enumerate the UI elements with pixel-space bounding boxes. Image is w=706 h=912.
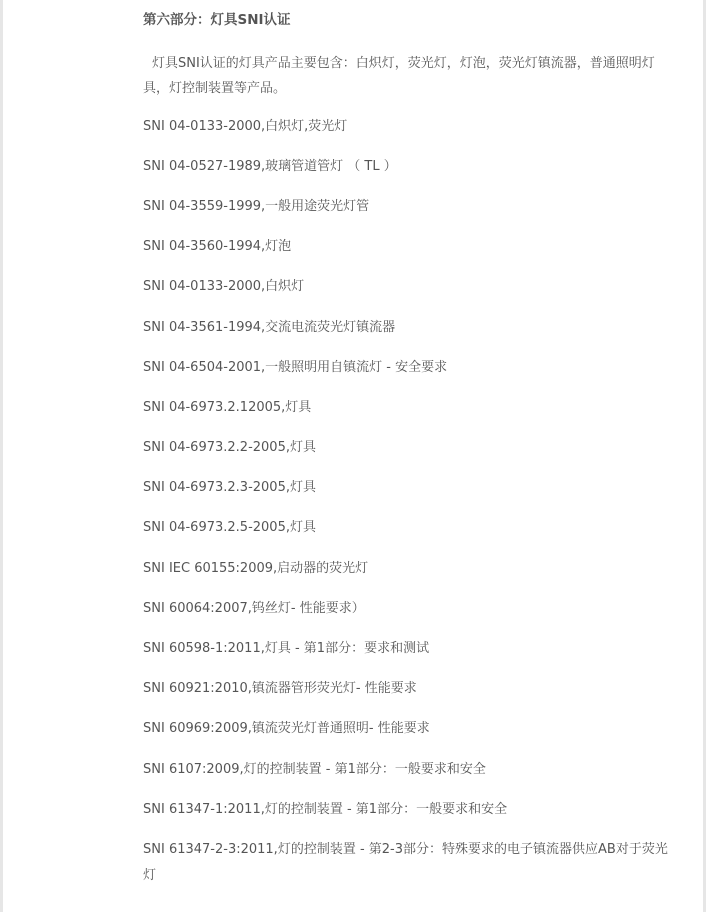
standard-item: SNI 04-6973.2.2-2005,灯具 xyxy=(143,440,316,455)
standard-item: SNI 04-0133-2000,白炽灯,荧光灯 xyxy=(143,119,348,134)
standard-item: SNI 60969:2009,镇流荧光灯普通照明- 性能要求 xyxy=(143,721,430,736)
standard-item: SNI IEC 60155:2009,启动器的荧光灯 xyxy=(143,561,369,576)
standard-item: SNI 04-0527-1989,玻璃管道管灯 （ TL ） xyxy=(143,159,397,174)
standard-item: SNI 04-0133-2000,白炽灯 xyxy=(143,279,305,294)
standard-item: SNI 04-3559-1999,一般用途荧光灯管 xyxy=(143,199,370,214)
intro-paragraph: 灯具SNI认证的灯具产品主要包含：白炽灯，荧光灯，灯泡，荧光灯镇流器，普通照明灯具，灯控制装置等产品。 xyxy=(143,56,655,96)
standard-item: SNI 04-6504-2001,一般照明用自镇流灯 - 安全要求 xyxy=(143,360,448,375)
standard-item: SNI 04-6973.2.5-2005,灯具 xyxy=(143,520,316,535)
page-edge-left xyxy=(0,0,3,912)
standard-item: SNI 60598-1:2011,灯具 - 第1部分：要求和测试 xyxy=(143,641,430,656)
standard-item: SNI 04-6973.2.12005,灯具 xyxy=(143,400,312,415)
section-heading: 第六部分：灯具SNI认证 xyxy=(143,12,291,28)
standard-item: SNI 60064:2007,钨丝灯- 性能要求） xyxy=(143,601,365,616)
standard-item: SNI 04-6973.2.3-2005,灯具 xyxy=(143,480,316,495)
standard-item: SNI 60921:2010,镇流器管形荧光灯- 性能要求 xyxy=(143,681,417,696)
standard-item: SNI 04-3560-1994,灯泡 xyxy=(143,239,292,254)
standard-item: SNI 04-3561-1994,交流电流荧光灯镇流器 xyxy=(143,320,396,335)
standard-item: SNI 61347-2-3:2011,灯的控制装置 - 第2-3部分：特殊要求的电子镇流器供应AB对于荧光灯 xyxy=(143,842,668,883)
standard-item: SNI 61347-1:2011,灯的控制装置 - 第1部分：一般要求和安全 xyxy=(143,802,508,817)
standard-item: SNI 6107:2009,灯的控制装置 - 第1部分：一般要求和安全 xyxy=(143,762,486,777)
